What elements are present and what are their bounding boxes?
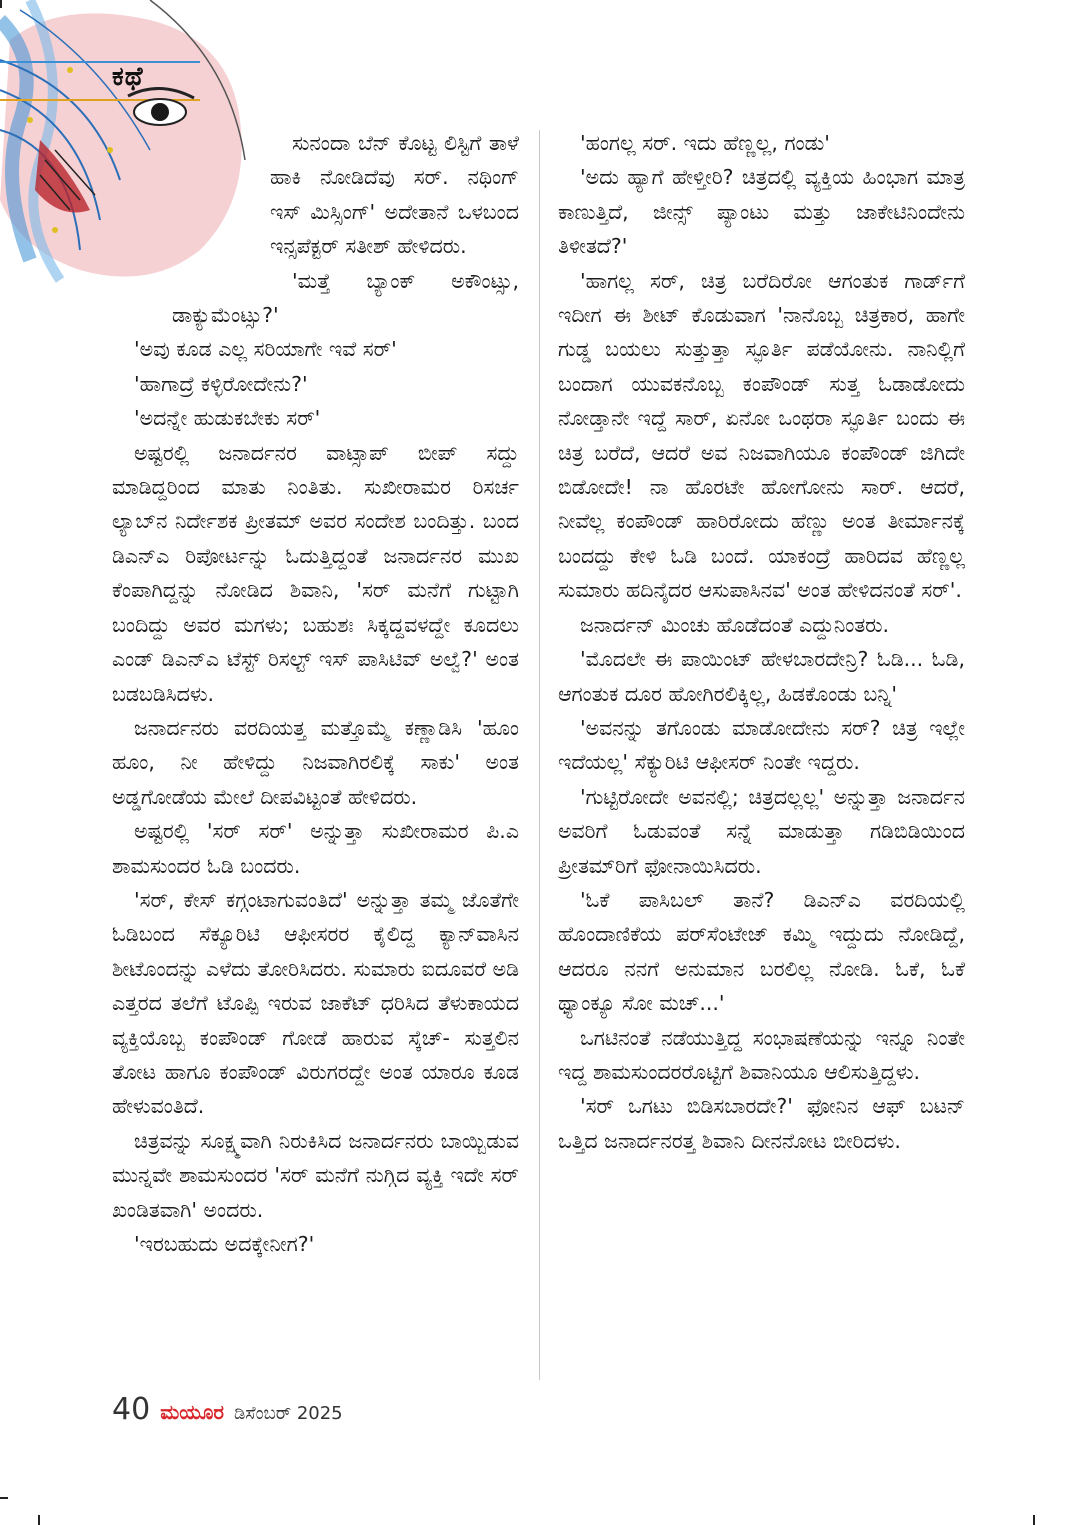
paragraph: ಸುನಂದಾ ಬೆನ್ ಕೊಟ್ಟ ಲಿಸ್ಟಿಗೆ ತಾಳೆ ಹಾಕಿ ನೋಡಿದೆವು ಸರ್. ನಥಿಂಗ್ ಇಸ್ ಮಿಸ್ಸಿಂಗ್' ಅದೇತಾನೆ ಒಳಬಂದ ಇನ್ಸಪೆಕ್ಟರ್ ಸತೀಶ್ ಹೇಳಿದರು.	[270, 131, 519, 259]
paragraph: ಚಿತ್ರವನ್ನು ಸೂಕ್ಷ್ಮವಾಗಿ ನಿರುಕಿಸಿದ ಜನಾರ್ದನರು ಬಾಯ್ಬಿಡುವ ಮುನ್ನವೇ ಶಾಮಸುಂದರ 'ಸರ್ ಮನೆಗೆ ನುಗ್ಗಿದ ವ್ಯಕ್ತಿ ಇದೇ ಸರ್ ಖಂಡಿತವಾಗಿ' ಅಂದರು.	[112, 1128, 519, 1222]
paragraph: 'ಇರಬಹುದು ಅದಕ್ಕೇನೀಗ?'	[134, 1232, 315, 1256]
paragraph: 'ಹಾಗಲ್ಲ ಸರ್, ಚಿತ್ರ ಬರೆದಿರೋ ಆಗಂತುಕ ಗಾರ್ಡ್‌ಗೆ ಇದೀಗ ಈ ಶೀಟ್ ಕೊಡುವಾಗ 'ನಾನೊಬ್ಬ ಚಿತ್ರಕಾರ, ಹಾಗೇ ಗುಡ್ಡ ಬಯಲು ಸುತ್ತುತ್ತಾ ಸ್ಫೂರ್ತಿ ಪಡೆಯೋನು. ನಾನಿಲ್ಲಿಗೆ ಬಂದಾಗ ಯುವಕನೊಬ್ಬ ಕಂಪೌಂಡ್ ಸುತ್ತ ಓಡಾಡೋದು ನೋಡ್ತಾನೇ ಇದ್ದೆ ಸಾರ್, ಏನೋ ಒಂಥರಾ ಸ್ಫೂರ್ತಿ ಬಂದು ಈ ಚಿತ್ರ ಬರೆದೆ, ಆದರೆ ಅವ ನಿಜವಾಗಿಯೂ ಕಂಪೌಂಡ್ ಜಿಗಿದೇ ಬಿಡೋದೇ! ನಾ ಹೊರಟೇ ಹೋಗೋನು ಸಾರ್. ಆದರೆ, ನೀವೆಲ್ಲ ಕಂಪೌಂಡ್ ಹಾರಿರೋದು ಹೆಣ್ಣು ಅಂತ ತೀರ್ಮಾನಕ್ಕೆ ಬಂದದ್ದು ಕೇಳಿ ಓಡಿ ಬಂದೆ. ಯಾಕಂದ್ರೆ ಹಾರಿದವ ಹೆಣ್ಣಲ್ಲ ಸುಮಾರು ಹದಿನೈದರ ಆಸುಪಾಸಿನವ' ಅಂತ ಹೇಳಿದನಂತೆ ಸರ್'.	[558, 268, 965, 603]
issue-date: ಡಿಸೆಂಬರ್ 2025	[233, 1403, 343, 1424]
paragraph: 'ಅದು ಹ್ಯಾಗೆ ಹೇಳ್ತೀರಿ? ಚಿತ್ರದಲ್ಲಿ ವ್ಯಕ್ತಿಯ ಹಿಂಭಾಗ ಮಾತ್ರ ಕಾಣುತ್ತಿದೆ, ಜೀನ್ಸ್ ಪ್ಯಾಂಟು ಮತ್ತು ಜಾಕೇಟಿನಿಂದೇನು ತಿಳೀತದೆ?'	[558, 165, 965, 259]
paragraph: 'ಅದನ್ನೇ ಹುಡುಕಬೇಕು ಸರ್'	[134, 406, 321, 431]
page-footer	[112, 1392, 343, 1432]
article-column-left	[112, 126, 519, 1261]
paragraph: 'ಹಾಗಾದ್ರೆ ಕಳ್ಳಿರೋದೇನು?'	[134, 371, 308, 396]
illustration-wrap-space	[112, 126, 270, 294]
paragraph: ಒಗಟಿನಂತೆ ನಡೆಯುತ್ತಿದ್ದ ಸಂಭಾಷಣೆಯನ್ನು ಇನ್ನೂ ನಿಂತೇ ಇದ್ದ ಶಾಮಸುಂದರರೊಟ್ಟಿಗೆ ಶಿವಾನಿಯೂ ಆಲಿಸುತ್ತಿದ್ದಳು.	[558, 1025, 965, 1084]
article-column-right	[558, 126, 965, 1158]
paragraph: 'ಮೊದಲೇ ಈ ಪಾಯಿಂಟ್ ಹೇಳಬಾರದೇನ್ರಿ? ಓಡಿ... ಓಡಿ, ಆಗಂತುಕ ದೂರ ಹೋಗಿರಲಿಕ್ಕಿಲ್ಲ, ಹಿಡಕೊಂಡು ಬನ್ನಿ'	[558, 647, 965, 706]
crop-mark	[0, 1497, 8, 1499]
paragraph: 'ಗುಟ್ಟಿರೋದೇ ಅವನಲ್ಲಿ; ಚಿತ್ರದಲ್ಲಲ್ಲ' ಅನ್ನುತ್ತಾ ಜನಾರ್ದನ ಅವರಿಗೆ ಓಡುವಂತೆ ಸನ್ನೆ ಮಾಡುತ್ತಾ ಗಡಿಬಿಡಿಯಿಂದ ಪ್ರೀತಮ್‌ರಿಗೆ ಫೋನಾಯಿಸಿದರು.	[558, 784, 965, 878]
paragraph: 'ಹಂಗಲ್ಲ ಸರ್. ಇದು ಹೆಣ್ಣಲ್ಲ, ಗಂಡು'	[580, 131, 830, 155]
paragraph: 'ಅವನನ್ನು ತಗೊಂಡು ಮಾಡೋದೇನು ಸರ್? ಚಿತ್ರ ಇಲ್ಲೇ ಇದೆಯಲ್ಲ' ಸೆಕ್ಯುರಿಟಿ ಆಫೀಸರ್ ನಿಂತೇ ಇದ್ದರು.	[558, 715, 965, 775]
paragraph: ಅಷ್ಟರಲ್ಲಿ 'ಸರ್ ಸರ್' ಅನ್ನುತ್ತಾ ಸುಖೀರಾಮರ ಪಿ.ಎ ಶಾಮಸುಂದರ ಓಡಿ ಬಂದರು.	[112, 819, 519, 878]
column-divider	[539, 130, 540, 1380]
paragraph: 'ಸರ್ ಒಗಟು ಬಿಡಿಸಬಾರದೇ?' ಫೋನಿನ ಆಫ್ ಬಟನ್ ಒತ್ತಿದ ಜನಾರ್ದನರತ್ತ ಶಿವಾನಿ ದೀನನೋಟ ಬೀರಿದಳು.	[558, 1094, 965, 1153]
crop-mark	[38, 1515, 40, 1525]
page-number: 40	[112, 1392, 151, 1427]
paragraph: ಜನಾರ್ದನ್ ಮಿಂಚು ಹೊಡೆದಂತೆ ಎದ್ದುನಿಂತರು.	[580, 612, 890, 637]
paragraph: ಜನಾರ್ದನರು ವರದಿಯತ್ತ ಮತ್ತೊಮ್ಮೆ ಕಣ್ಣಾಡಿಸಿ 'ಹೂಂ ಹೂಂ, ನೀ ಹೇಳಿದ್ದು ನಿಜವಾಗಿರಲಿಕ್ಕೆ ಸಾಕು' ಅಂತ ಅಡ್ಡಗೋಡೆಯ ಮೇಲೆ ದೀಪವಿಟ್ಟಂತೆ ಹೇಳಿದರು.	[112, 715, 519, 809]
illustration-wrap-space	[112, 294, 172, 330]
paragraph: 'ಅವು ಕೂಡ ಎಲ್ಲ ಸರಿಯಾಗೇ ಇವೆ ಸರ್'	[134, 337, 397, 362]
magazine-logo: ಮಯೂರ	[160, 1400, 224, 1424]
paragraph: 'ಓಕೆ ಪಾಸಿಬಲ್ ತಾನೆ? ಡಿಎನ್‌ಎ ವರದಿಯಲ್ಲಿ ಹೊಂದಾಣಿಕೆಯ ಪರ್‌ಸೆಂಟೇಜ್ ಕಮ್ಮಿ ಇದ್ದುದು ನೋಡಿದ್ದೆ, ಆದರೂ ನನಗೆ ಅನುಮಾನ ಬರಲಿಲ್ಲ ನೋಡಿ. ಓಕೆ, ಓಕೆ ಥ್ಯಾಂಕ್ಯೂ ಸೋ ಮಚ್...'	[558, 887, 965, 1016]
crop-mark	[1033, 1515, 1035, 1525]
paragraph: 'ಸರ್, ಕೇಸ್ ಕಗ್ಗಂಟಾಗುವಂತಿದೆ' ಅನ್ನುತ್ತಾ ತಮ್ಮ ಜೊತೆಗೇ ಓಡಿಬಂದ ಸೆಕ್ಯೂರಿಟಿ ಆಫೀಸರರ ಕೈಲಿದ್ದ ಕ್ಯಾನ್‌ವಾಸಿನ ಶೀಟೊಂದನ್ನು ಎಳೆದು ತೋರಿಸಿದರು. ಸುಮಾರು ಐದೂವರೆ ಅಡಿ ಎತ್ತರದ ತಲೆಗೆ ಟೊಪ್ಪಿ ಇರುವ ಜಾಕೆಟ್ ಧರಿಸಿದ ತೆಳುಕಾಯದ ವ್ಯಕ್ತಿಯೊಬ್ಬ ಕಂಪೌಂಡ್ ಗೋಡೆ ಹಾರುವ ಸ್ಕೆಚ್- ಸುತ್ತಲಿನ ತೋಟ ಹಾಗೂ ಕಂಪೌಂಡ್ ವಿರುಗರದ್ದೇ ಅಂತ ಯಾರೂ ಕೂಡ ಹೇಳುವಂತಿದೆ.	[112, 887, 519, 1119]
section-label: ಕಥೆ	[112, 62, 144, 92]
paragraph: ಅಷ್ಟರಲ್ಲಿ ಜನಾರ್ದನರ ವಾಟ್ಸಾಪ್ ಬೀಪ್ ಸದ್ದು ಮಾಡಿದ್ದರಿಂದ ಮಾತು ನಿಂತಿತು. ಸುಖೀರಾಮರ ರಿಸರ್ಚ ಲ್ಯಾಬ್‌ನ ನಿರ್ದೇಶಕ ಪ್ರೀತಮ್ ಅವರ ಸಂದೇಶ ಬಂದಿತ್ತು. ಬಂದ ಡಿಎನ್‌ಎ ರಿಪೋರ್ಟನ್ನು ಓದುತ್ತಿದ್ದಂತೆ ಜನಾರ್ದನರ ಮುಖ ಕೆಂಪಾಗಿದ್ದನ್ನು ನೋಡಿದ ಶಿವಾನಿ, 'ಸರ್ ಮನೆಗೆ ಗುಟ್ಟಾಗಿ ಬಂದಿದ್ದು ಅವರ ಮಗಳು; ಬಹುಶಃ ಸಿಕ್ಕದ್ದವಳದ್ದೇ ಕೂದಲು ಎಂಡ್ ಡಿಎನ್‌ಎ ಟೆಸ್ಟ್ ರಿಸಲ್ಟ್ ಇಸ್ ಪಾಸಿಟಿವ್ ಅಲ್ವೆ?' ಅಂತ ಬಡಬಡಿಸಿದಳು.	[112, 440, 519, 706]
paragraph: 'ಮತ್ತೆ ಬ್ಯಾಂಕ್ ಅಕೌಂಟ್ಸು, ಡಾಕ್ಯುಮೆಂಟ್ಸು?'	[172, 268, 519, 328]
crop-mark	[0, 0, 2, 8]
